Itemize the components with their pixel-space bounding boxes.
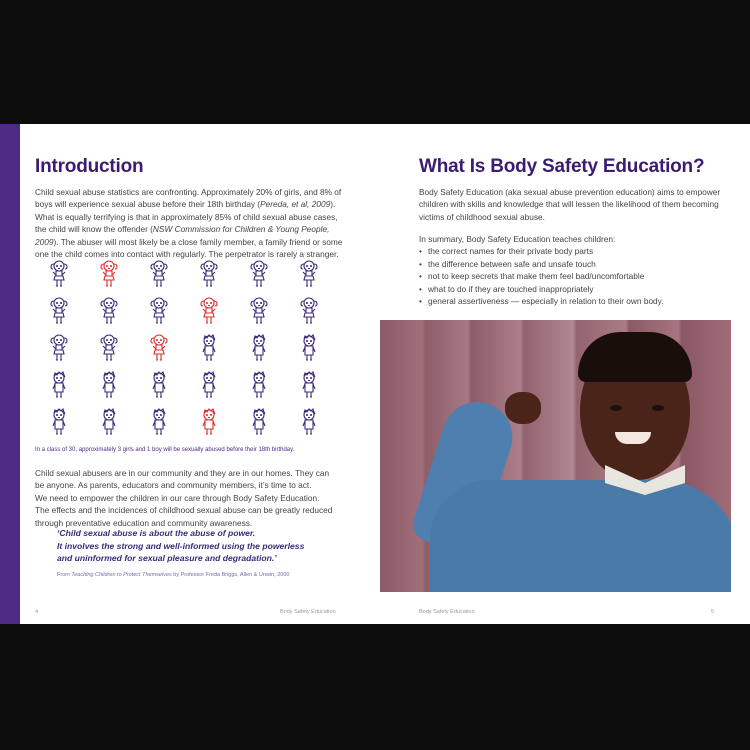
girl-figure-icon: [48, 296, 70, 328]
book-spread: [0, 124, 750, 624]
photo-sweater: [430, 480, 731, 592]
page-title-body-safety: What Is Body Safety Education?: [419, 156, 705, 177]
boy-figure-icon: [148, 407, 170, 439]
intro-paragraph: Body Safety Education (aka sexual abuse prevention education) aims to empower children with skills and knowledge that will lessen the likelihood of them becoming victims of childhood sexual abuse.: [419, 187, 721, 222]
boy-figure-icon: [48, 370, 70, 402]
text-line: What is equally terrifying is that in approximately 85% of child sexual abuse cases,: [35, 211, 338, 222]
boy-figure-icon: [98, 407, 120, 439]
girl-figure-icon: [198, 259, 220, 291]
girl-figure-icon: [48, 259, 70, 291]
girl-figure-icon: [148, 259, 170, 291]
text-line: We need to empower the children in our care through Body Safety Education.: [35, 492, 320, 503]
page-title-introduction: Introduction: [35, 156, 144, 177]
girl-figure-icon: [98, 333, 120, 365]
text-line: Child sexual abusers are in our community and they are in our homes. They can: [35, 468, 330, 478]
text-line: through preventative education and community awareness.: [35, 517, 253, 528]
girl-figure-icon-highlighted: [148, 333, 170, 365]
book-title: Teaching Children to Protect Themselves: [71, 572, 172, 578]
citation: Pereda, et al, 2009: [260, 199, 331, 210]
children-infographic: [34, 259, 334, 444]
boy-figure-icon: [298, 333, 320, 365]
girl-figure-icon: [298, 296, 320, 328]
boy-figure-icon: [298, 407, 320, 439]
text-line: the child will know the offender (NSW Commission for Children & Young People,: [35, 224, 330, 235]
girl-figure-icon: [248, 296, 270, 328]
boy-figure-icon: [248, 370, 270, 402]
text-line: be anyone. As parents, educators and community members, it’s time to act.: [35, 480, 312, 491]
summary-section: [419, 233, 749, 307]
pull-quote: ‘Child sexual abuse is about the abuse of power. It involves the strong and well-informed using the powerless and uninformed for sexual pleasure and degradation.’: [57, 528, 305, 563]
boy-figure-icon: [198, 370, 220, 402]
right-page: [375, 124, 750, 624]
bullet-list: [419, 245, 749, 307]
boy-figure-icon-highlighted: [198, 407, 220, 439]
infographic-caption: In a class of 30, approximately 3 girls and 1 boy will be sexually abused before their 18th birthday.: [35, 447, 295, 453]
photo-eye: [610, 405, 622, 411]
text-line: The effects and the incidences of childhood sexual abuse can be greatly reduced: [35, 505, 333, 516]
photo-eye: [652, 405, 664, 411]
list-item: • not to keep secrets that make them feel bad/uncomfortable: [419, 270, 749, 282]
second-paragraph: [35, 467, 365, 529]
boy-figure-icon: [248, 407, 270, 439]
page-number: 4: [35, 609, 39, 615]
page-number: 5: [711, 609, 715, 615]
boy-figure-icon: [198, 333, 220, 365]
running-title: Body Safety Education: [419, 609, 475, 615]
boy-figure-icon: [298, 370, 320, 402]
girl-figure-icon: [298, 259, 320, 291]
photo-hair: [578, 332, 692, 382]
girl-figure-icon: [48, 333, 70, 365]
citation: 2009: [35, 236, 54, 247]
girl-figure-icon: [248, 259, 270, 291]
citation: NSW Commission for Children & Young People,: [152, 224, 330, 235]
girl-figure-icon-highlighted: [198, 296, 220, 328]
left-page: [20, 124, 375, 624]
running-title: Body Safety Education: [280, 609, 336, 615]
girl-figure-icon-highlighted: [98, 259, 120, 291]
boy-figure-icon: [248, 333, 270, 365]
boy-flexing-photo: [380, 320, 731, 592]
text-line: Child sexual abuse statistics are confronting. Approximately 20% of girls, and 8% of: [35, 187, 342, 197]
text-line: boys will experience sexual abuse before their 18th birthday (Pereda, et al, 2009).: [35, 199, 336, 210]
list-item: • the correct names for their private body parts: [419, 245, 749, 257]
list-item: • the difference between safe and unsafe touch: [419, 258, 749, 270]
list-item: • what to do if they are touched inappropriately: [419, 283, 749, 295]
photo-fist: [505, 392, 541, 424]
quote-source: From Teaching Children to Protect Themselves by Professor Freda Briggs, Allen & Unwin, 2000: [57, 572, 290, 578]
summary-lead: In summary, Body Safety Education teaches children:: [419, 234, 616, 244]
purple-edge-band: [0, 124, 20, 624]
text-line: 2009). The abuser will most likely be a close family member, a family friend or some: [35, 236, 343, 247]
boy-figure-icon: [48, 407, 70, 439]
girl-figure-icon: [148, 296, 170, 328]
boy-figure-icon: [98, 370, 120, 402]
girl-figure-icon: [98, 296, 120, 328]
list-item: • general assertiveness — especially in relation to their own body.: [419, 295, 749, 307]
intro-paragraph: [35, 186, 365, 260]
text-line: one the child comes into contact with regularly. The perpetrator is rarely a stranger.: [35, 249, 339, 260]
boy-figure-icon: [148, 370, 170, 402]
